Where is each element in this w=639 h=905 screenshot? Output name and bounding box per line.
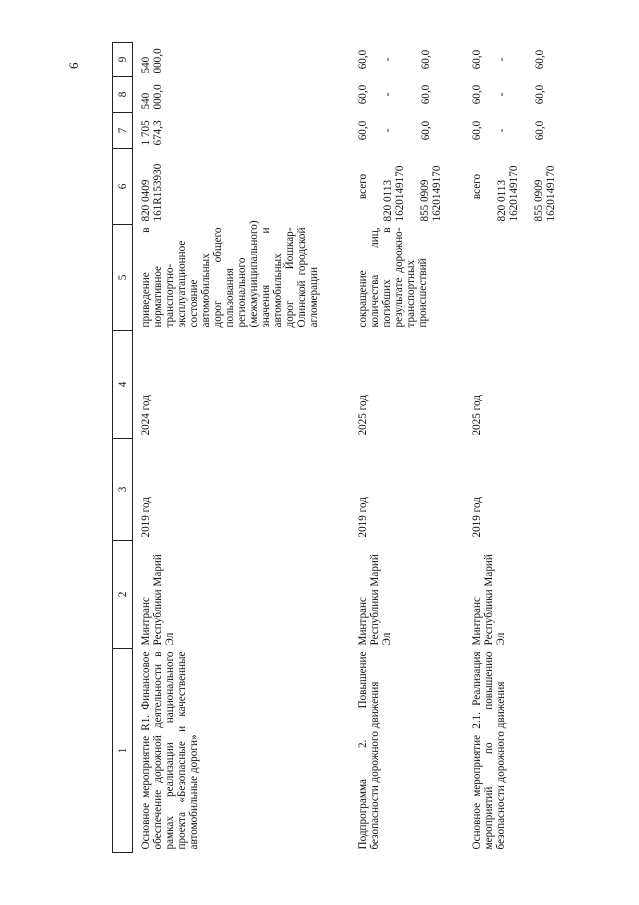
page-number: 6 bbox=[66, 62, 81, 69]
budget-code-line: 1620149170 bbox=[431, 165, 443, 222]
executor: Минтранс Республики Марий Эл bbox=[357, 554, 393, 646]
budget-code bbox=[133, 149, 351, 225]
value-code-1: - bbox=[382, 57, 394, 62]
executor: Минтранс Республики Марий Эл bbox=[140, 554, 176, 646]
budget-code-line: 820 0113 bbox=[382, 179, 394, 222]
budget-code-line: 820 0409 bbox=[140, 179, 152, 222]
value-col-8 bbox=[350, 77, 464, 113]
expected-result bbox=[464, 225, 566, 331]
end-year: 2025 год bbox=[471, 395, 483, 436]
value-code-1: - bbox=[382, 92, 394, 97]
value-col-9: 540 000,0 bbox=[140, 48, 164, 74]
budget-code-line: 1620149170 bbox=[508, 165, 520, 222]
budget-code-line: 820 0113 bbox=[496, 179, 508, 222]
table-row bbox=[350, 43, 464, 853]
budget-code bbox=[464, 149, 566, 225]
start-year: 2019 год bbox=[357, 497, 369, 538]
subprogram-name: Подпрограмма 2. Повышение безопасности дорожного движения bbox=[357, 651, 381, 850]
value-total: 60,0 bbox=[471, 120, 483, 141]
measure-name: Основное мероприятие 2.1. Реализация мероприятий по повышению безопасности дорожного движения bbox=[471, 651, 507, 850]
value-code-2: 60,0 bbox=[420, 120, 432, 141]
table-row bbox=[133, 43, 351, 853]
value-code-2: 60,0 bbox=[420, 84, 432, 105]
header-col-9: 9 bbox=[113, 43, 133, 77]
value-col-9 bbox=[350, 43, 464, 77]
start-year: 2019 год bbox=[471, 497, 483, 538]
value-total: 60,0 bbox=[357, 84, 369, 105]
expected-result: приведение в нормативное транспортно-эксплуатационное состояние автомобильных дорог общего пользования регионального (межмуниципального) значения и автомобильных дорог Йошкар-Олинской городской агломерации bbox=[140, 220, 320, 328]
table-row bbox=[464, 43, 566, 853]
header-col-3: 3 bbox=[113, 439, 133, 541]
value-col-8 bbox=[464, 77, 566, 113]
value-code-1: - bbox=[496, 128, 508, 133]
header-col-4: 4 bbox=[113, 331, 133, 439]
value-col-9 bbox=[464, 43, 566, 77]
value-total: 60,0 bbox=[357, 49, 369, 70]
header-col-7: 7 bbox=[113, 113, 133, 149]
value-code-1: - bbox=[382, 128, 394, 133]
budget-code-line: 855 0909 bbox=[419, 179, 431, 222]
value-code-1: - bbox=[496, 92, 508, 97]
budget-code-line: 1620149170 bbox=[545, 165, 557, 222]
value-code-2: 60,0 bbox=[534, 120, 546, 141]
value-col-7 bbox=[350, 113, 464, 149]
end-year: 2025 год bbox=[357, 395, 369, 436]
value-code-2: 60,0 bbox=[534, 49, 546, 70]
header-col-6: 6 bbox=[113, 149, 133, 225]
value-col-7: 1 705 674,3 bbox=[140, 120, 164, 146]
budget-total-label: всего bbox=[357, 173, 369, 200]
end-year: 2024 год bbox=[140, 395, 152, 436]
header-col-2: 2 bbox=[113, 541, 133, 649]
value-code-1: - bbox=[496, 57, 508, 62]
value-code-2: 60,0 bbox=[420, 49, 432, 70]
budget-code-line: 161R153930 bbox=[152, 163, 164, 222]
budget-code bbox=[350, 149, 464, 225]
program-table bbox=[112, 42, 566, 853]
header-col-8: 8 bbox=[113, 77, 133, 113]
value-col-8: 540 000,0 bbox=[140, 84, 164, 110]
budget-code-line: 855 0909 bbox=[533, 179, 545, 222]
expected-result: сокращение количества лиц, погибших в результате дорожно-транспортных происшествий bbox=[357, 227, 429, 328]
value-total: 60,0 bbox=[471, 49, 483, 70]
header-col-5: 5 bbox=[113, 225, 133, 331]
header-row bbox=[113, 43, 133, 853]
start-year: 2019 год bbox=[140, 497, 152, 538]
value-code-2: 60,0 bbox=[534, 84, 546, 105]
executor: Минтранс Республики Марий Эл bbox=[471, 554, 507, 646]
value-col-7 bbox=[464, 113, 566, 149]
value-total: 60,0 bbox=[357, 120, 369, 141]
value-total: 60,0 bbox=[471, 84, 483, 105]
measure-name: Основное мероприятие R1. Финансовое обеспечение дорожной деятельности в рамках реализации национального проекта «Безопасные и качественные автомобильные дороги» bbox=[140, 651, 200, 850]
budget-total-label: всего bbox=[471, 173, 483, 200]
budget-code-line: 1620149170 bbox=[394, 165, 406, 222]
header-col-1: 1 bbox=[113, 649, 133, 853]
